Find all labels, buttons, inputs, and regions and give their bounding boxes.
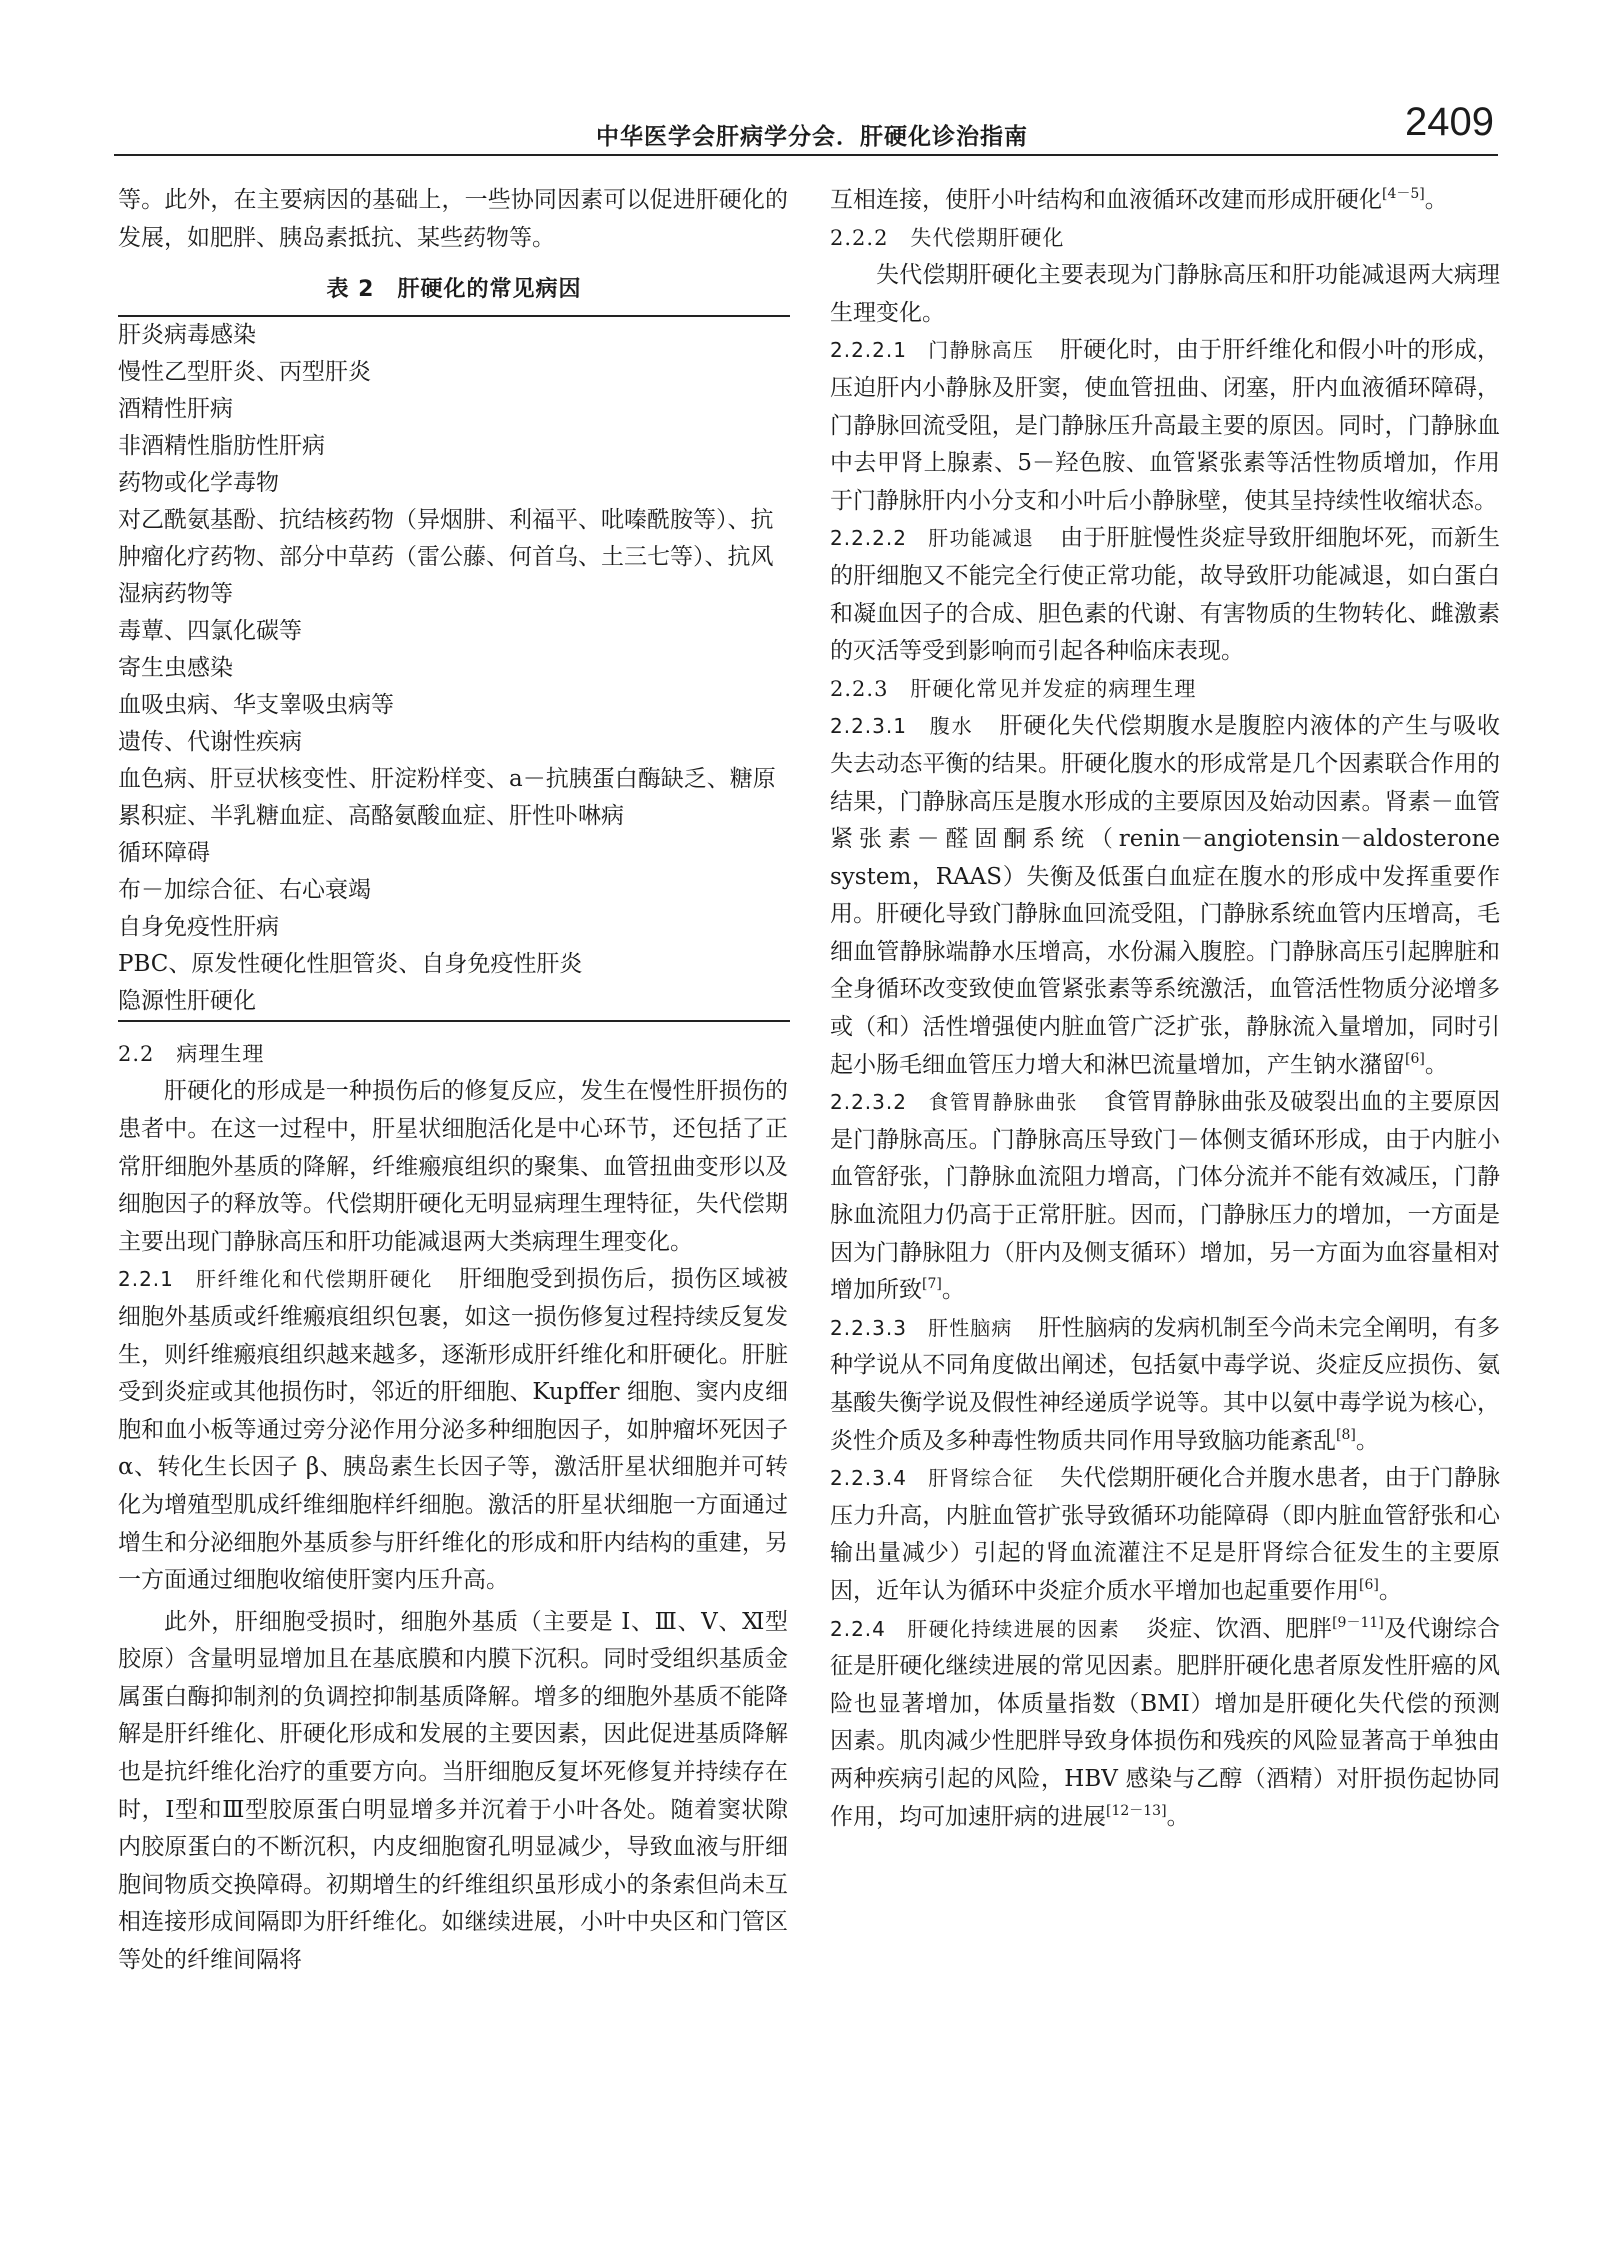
table-row — [118, 391, 790, 428]
table-row — [118, 613, 790, 650]
running-title: 中华医学会肝病学分会．肝硬化诊治指南 — [596, 124, 1028, 150]
table-title: 表 2 肝硬化的常见病因 — [326, 277, 582, 303]
table-cell-detail: 对乙酰氨基酚、抗结核药物（异烟肼、利福平、吡嗪酰胺等）、抗肿瘤化疗药物、部分中草药（雷公藤、何首乌、土三七等）、抗风湿病药物等 — [118, 506, 774, 607]
subsection-title: 2.2.1 肝纤维化和代偿期肝硬化 — [118, 1267, 433, 1292]
citation: [6] — [1359, 1576, 1379, 1593]
paragraph — [830, 1611, 1500, 1837]
etiology-table — [118, 261, 790, 1022]
table-cell-detail: 血吸虫病、华支睾吸虫病等 — [118, 691, 394, 718]
table-cell-category: 隐源性肝硬化 — [118, 983, 790, 1021]
intro-paragraph: 等。此外，在主要病因的基础上，一些协同因素可以促进肝硬化的发展，如肥胖、胰岛素抵抗、某些药物等。 — [118, 187, 788, 251]
left-column — [118, 182, 788, 1980]
table-row — [118, 724, 790, 761]
paragraph: 此外，肝细胞受损时，细胞外基质（主要是 Ⅰ、Ⅲ、Ⅴ、Ⅺ型胶原）含量明显增加且在基底膜和内膜下沉积。同时受组织基质金属蛋白酶抑制剂的负调控抑制基质降解。增多的细胞外基质不能降解是肝纤维化、肝硬化形成和发展的主要因素，因此促进基质降解也是抗纤维化治疗的重要方向。当肝细胞反复坏死修复并持续存在时，Ⅰ型和Ⅲ型胶原蛋白明显增多并沉着于小叶各处。随着窦状隙内胶原蛋白的不断沉积，内皮细胞窗孔明显减少，导致血液与肝细胞间物质交换障碍。初期增生的纤维组织虽形成小的条索但尚未互相连接形成间隔即为肝纤维化。如继续进展，小叶中央区和门管区等处的纤维间隔将 — [118, 1608, 788, 1974]
citation: [9－11] — [1332, 1614, 1384, 1631]
period: 。 — [1378, 1577, 1402, 1604]
table-row — [118, 465, 790, 502]
table-cell-category: 循环障碍 — [118, 839, 210, 866]
paragraph — [830, 1084, 1500, 1310]
citation: [4－5] — [1382, 186, 1425, 202]
table-cell-detail: 毒蕈、四氯化碳等 — [118, 617, 302, 644]
paragraph-text: 肝硬化失代偿期腹水是腹腔内液体的产生与吸收失去动态平衡的结果。肝硬化腹水的形成常是几个因素联合作用的结果，门静脉高压是腹水形成的主要原因及始动因素。肾素－血管紧张素－醛固酮系统（renin－angiotensin－aldosterone system，RAAS）失衡及低蛋白血症在腹水的形成中发挥重要作用。肝硬化导致门静脉血回流受阻，门静脉系统血管内压增高，毛细血管静脉端静水压增高，水份漏入腹腔。门静脉高压引起脾脏和全身循环改变致使血管紧张素等系统激活，血管活性物质分泌增多或（和）活性增强使内脏血管广泛扩张，静脉流入量增加，同时引起小肠毛细血管压力增大和淋巴流量增加，产生钠水潴留 — [830, 713, 1500, 1078]
table-row — [118, 428, 790, 465]
table-row — [118, 983, 790, 1021]
subsection-title: 2.2.3.2 食管胃静脉曲张 — [830, 1090, 1078, 1115]
table-row — [118, 761, 790, 835]
period: 。 — [1166, 1803, 1190, 1830]
table-row — [118, 502, 790, 613]
table-cell-category: 肝炎病毒感染 — [118, 316, 790, 354]
page-number: 2409 — [1405, 100, 1494, 144]
table-cell-category: 酒精性肝病 — [118, 395, 233, 422]
subsection-title: 2.2.3.4 肝肾综合征 — [830, 1466, 1035, 1491]
right-column — [830, 182, 1500, 1836]
table-cell-category: 自身免疫性肝病 — [118, 913, 279, 940]
table-cell-category: 非酒精性脂肪性肝病 — [118, 432, 325, 459]
paragraph — [830, 520, 1500, 670]
period: 。 — [1424, 187, 1448, 213]
paragraph — [830, 708, 1500, 1084]
citation: [8] — [1336, 1426, 1356, 1443]
table-cell-category: 寄生虫感染 — [118, 654, 233, 681]
citation: [7] — [922, 1276, 942, 1293]
page-header — [114, 100, 1498, 156]
period: 。 — [941, 1277, 965, 1304]
paragraph-text: 失代偿期肝硬化合并腹水患者，由于门静脉压力升高，内脏血管扩张导致循环功能障碍（即内脏血管舒张和心输出量减少）引起的肾血流灌注不足是肝肾综合征发生的主要原因，近年认为循环中炎症介质水平增加也起重要作用 — [830, 1465, 1501, 1604]
subsection-title: 2.2.3.3 肝性脑病 — [830, 1315, 1013, 1340]
period: 。 — [1355, 1427, 1379, 1454]
subsection-title: 2.2.2.1 门静脉高压 — [830, 338, 1035, 363]
paragraph — [830, 1310, 1500, 1460]
paragraph-text: 由于肝脏慢性炎症导致肝细胞坏死，而新生的肝细胞又不能完全行使正常功能，故导致肝功能减退，如白蛋白和凝血因子的合成、胆色素的代谢、有害物质的生物转化、雌激素的灭活等受到影响而引起各种临床表现。 — [830, 525, 1501, 665]
paragraph-text: 肝细胞受到损伤后，损伤区域被细胞外基质或纤维瘢痕组织包裹，如这一损伤修复过程持续反复发生，则纤维瘢痕组织越来越多，逐渐形成肝纤维化和肝硬化。肝脏受到炎症或其他损伤时，邻近的肝细胞、Kupffer 细胞、窦内皮细胞和血小板等通过旁分泌作用分泌多种细胞因子，如肿瘤坏死因子 α、转化生长因子 β、胰岛素生长因子等，激活肝星状细胞并可转化为增殖型肌成纤维细胞样纤细胞。激活的肝星状细胞一方面通过增生和分泌细胞外基质参与肝纤维化的形成和肝内结构的重建，另一方面通过细胞收缩使肝窦内压升高。 — [118, 1266, 789, 1594]
table-cell-detail: 血色病、肝豆状核变性、肝淀粉样变、a－抗胰蛋白酶缺乏、糖原累积症、半乳糖血症、高酪氨酸血症、肝性卟啉病 — [118, 765, 776, 829]
table-row — [118, 872, 790, 909]
table-cell-category: 遗传、代谢性疾病 — [118, 728, 302, 755]
paragraph: 肝硬化的形成是一种损伤后的修复反应，发生在慢性肝损伤的患者中。在这一过程中，肝星状细胞活化是中心环节，还包括了正常肝细胞外基质的降解，纤维瘢痕组织的聚集、血管扭曲变形以及细胞因子的释放等。代偿期肝硬化无明显病理生理特征，失代偿期主要出现门静脉高压和肝功能减退两大类病理生理变化。 — [118, 1078, 788, 1255]
table-cell-detail: 布－加综合征、右心衰竭 — [118, 876, 371, 903]
paragraph-text: 炎症、饮酒、肥胖 — [1146, 1615, 1333, 1642]
paragraph-text: 食管胃静脉曲张及破裂出血的主要原因是门静脉高压。门静脉高压导致门－体侧支循环形成，由于内脏小血管舒张，门静脉血流阻力增高，门体分流并不能有效减压，门静脉血流阻力仍高于正常肝脏。因而，门静脉压力的增加，一方面是因为门静脉阻力（肝内及侧支循环）增加，另一方面为血容量相对增加所致 — [830, 1089, 1500, 1304]
period: 。 — [1424, 1051, 1448, 1078]
paragraph-text: 肝性脑病的发病机制至今尚未完全阐明，有多种学说从不同角度做出阐述，包括氨中毒学说、炎症反应损伤、氨基酸失衡学说及假性神经递质学说等。其中以氨中毒学说为核心，炎性介质及多种毒性物质共同作用导致脑功能紊乱 — [830, 1314, 1501, 1454]
paragraph — [118, 1261, 788, 1599]
table-row — [118, 946, 790, 983]
subsection-title: 2.2.2.2 肝功能减退 — [830, 526, 1035, 551]
paragraph-text: 肝硬化时，由于肝纤维化和假小叶的形成，压迫肝内小静脉及肝窦，使血管扭曲、闭塞，肝内血液循环障碍，门静脉回流受阻，是门静脉压升高最主要的原因。同时，门静脉血中去甲肾上腺素、5－羟色胺、血管紧张素等活性物质增加，作用于门静脉肝内小分支和小叶后小静脉壁，使其呈持续性收缩状态。 — [830, 337, 1501, 514]
paragraph: 失代偿期肝硬化主要表现为门静脉高压和肝功能减退两大病理生理变化。 — [830, 262, 1500, 326]
subsection-title: 2.2.4 肝硬化持续进展的因素 — [830, 1616, 1120, 1641]
paragraph — [830, 1460, 1500, 1610]
section-heading: 2.2.3 肝硬化常见并发症的病理生理 — [830, 676, 1197, 701]
section-heading: 2.2 病理生理 — [118, 1041, 265, 1066]
paragraph — [830, 182, 1500, 220]
table-cell-category: 药物或化学毒物 — [118, 469, 279, 496]
table-cell-detail: PBC、原发性硬化性胆管炎、自身免疫性肝炎 — [118, 950, 583, 977]
subsection-title: 2.2.3.1 腹水 — [830, 714, 974, 739]
table-row — [118, 835, 790, 872]
table-row — [118, 316, 790, 354]
table-body — [118, 316, 790, 1021]
paragraph-text: 及代谢综合征是肝硬化继续进展的常见因素。肥胖肝硬化患者原发性肝癌的风险也显著增加，体质量指数（BMI）增加是肝硬化失代偿的预测因素。肌肉减少性肥胖导致身体损伤和残疾的风险显著高于单独由两种疾病引起的风险，HBV 感染与乙醇（酒精）对肝损伤起协同作用，均可加速肝病的进展 — [830, 1615, 1501, 1830]
paragraph-text: 互相连接，使肝小叶结构和血液循环改建而形成肝硬化 — [830, 187, 1382, 213]
citation: [12－13] — [1106, 1802, 1167, 1819]
table-row — [118, 687, 790, 724]
table-row — [118, 650, 790, 687]
section-heading: 2.2.2 失代偿期肝硬化 — [830, 225, 1065, 250]
citation: [6] — [1405, 1050, 1425, 1067]
paragraph — [830, 332, 1500, 520]
table-cell-detail: 慢性乙型肝炎、丙型肝炎 — [118, 358, 371, 385]
table-row — [118, 909, 790, 946]
table-row — [118, 354, 790, 391]
